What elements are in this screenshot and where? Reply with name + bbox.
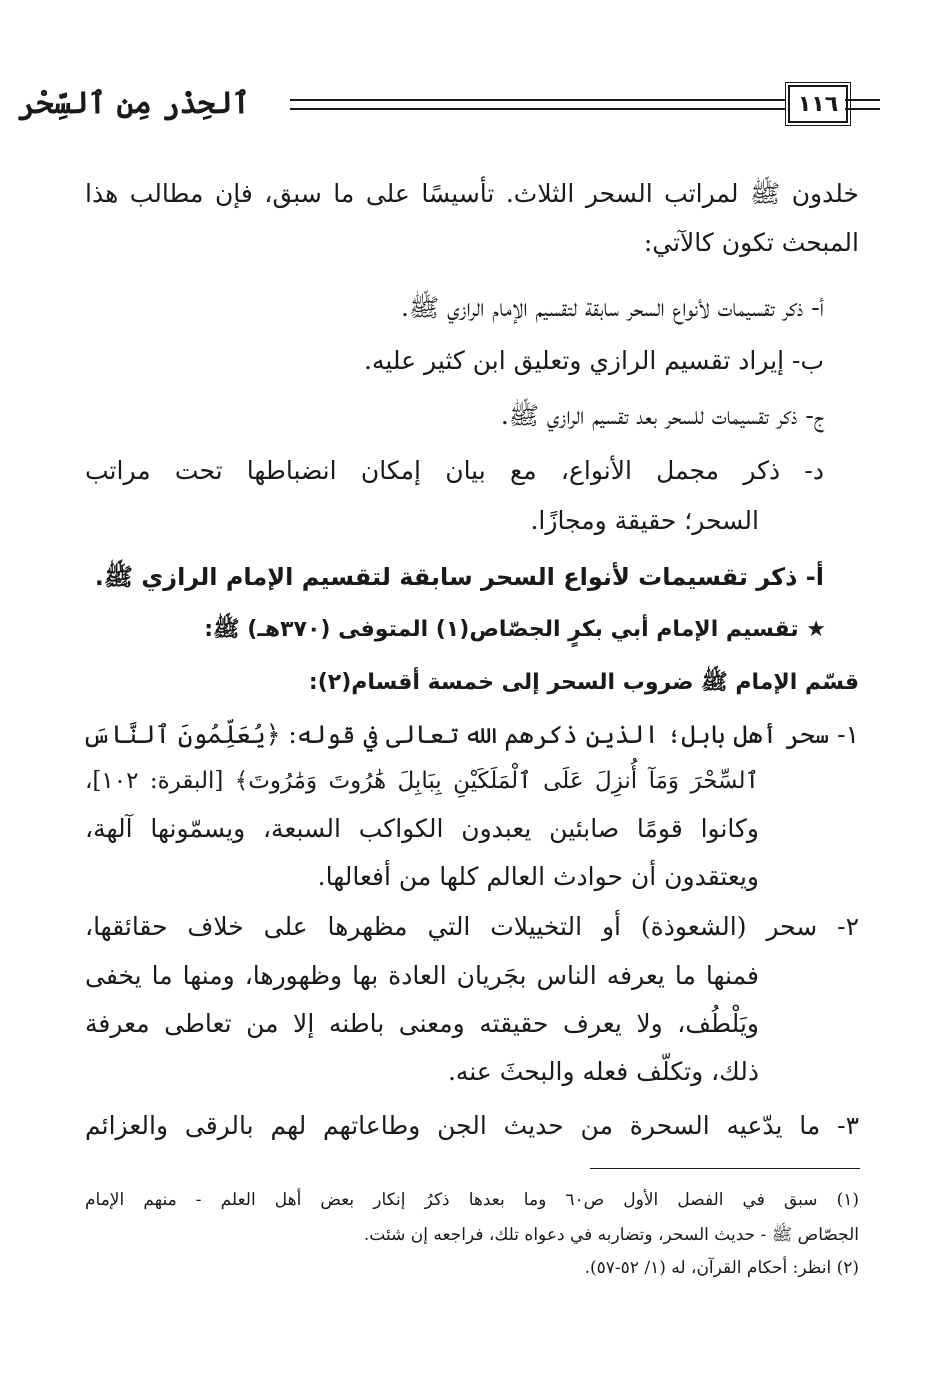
division-intro: قسّم الإمام ﷺ ضروب السحر إلى خمسة أقسام(٢): xyxy=(308,670,859,695)
section-heading: أ- ذكر تقسيمات لأنواع السحر سابقة لتقسيم الإمام الرازي ﷺ. xyxy=(94,563,824,591)
item-2-line-4: ذلك، وتكلّف فعله والبحثَ عنه. xyxy=(447,1057,759,1086)
outline-item-d-cont: السحر؛ حقيقة ومجازًا. xyxy=(530,506,759,535)
item-2-line-3: ويَلْطُف، ولا يعرف حقيقته ومعنى باطنه إلا من تعاطى معرفة xyxy=(85,1009,759,1038)
running-header xyxy=(18,80,860,130)
footnote-1-line-1: (١) سبق في الفصل الأول ص٦٠ وما بعدها ذكرُ إنكار بعض أهل العلم - منهم الإمام xyxy=(85,1190,859,1210)
outline-item-b: ب- إيراد تقسيم الرازي وتعليق ابن كثير عليه. xyxy=(364,346,824,375)
subheading: ★ تقسيم الإمام أبي بكرٍ الجصّاص(١) المتوفى (٣٧٠هـ) ﷺ: xyxy=(204,617,826,642)
intro-line-1: خلدون ﷺ لمراتب السحر الثلاث. تأسيسًا على ما سبق، فإن مطالب هذا xyxy=(85,179,859,208)
item-1-line-3: وكانوا قومًا صابئين يعبدون الكواكب السبعة، ويسمّونها آلهة، xyxy=(85,814,759,843)
book-title: ٱلحِذْر مِن ٱلسِّحْر xyxy=(18,86,250,121)
header-rule-left xyxy=(290,99,785,110)
header-rule-right xyxy=(845,99,880,110)
item-2-line-2: فمنها ما يعرفه الناس بجَريان العادة بها وظهورها، ومنها ما يخفى xyxy=(85,961,759,990)
item-1-line-1: ١- سحر أهل بابل؛ الذين ذكرهم الله تعالى في قوله: ﴿يُعَلِّمُونَ ٱلنَّاسَ xyxy=(82,720,859,749)
footnote-2: (٢) انظر: أحكام القرآن، له (١/ ٥٢-٥٧). xyxy=(584,1258,859,1278)
outline-item-c: ج- ذكر تقسيمات للسحر بعد تقسيم الرازي ﷺ. xyxy=(500,401,824,430)
item-3-line-1: ٣- ما يدّعيه السحرة من حديث الجن وطاعاتهم لهم بالرقى والعزائم xyxy=(85,1111,859,1140)
item-1-line-2: ٱلسِّحْرَ وَمَآ أُنزِلَ عَلَى ٱلْمَلَكَيْنِ بِبَابِلَ هَٰرُوتَ وَمَٰرُوتَ﴾ [البقرة: ١٠٢]، xyxy=(85,768,759,794)
intro-line-2: المبحث تكون كالآتي: xyxy=(643,228,859,257)
item-2-line-1: ٢- سحر (الشعوذة) أو التخييلات التي مظهرها على خلاف حقائقها، xyxy=(85,912,859,941)
footnote-separator xyxy=(590,1168,860,1169)
page-number: ١١٦ xyxy=(788,85,848,123)
item-1-line-4: ويعتقدون أن حوادث العالم كلها من أفعالها. xyxy=(317,862,759,891)
outline-item-d: د- ذكر مجمل الأنواع، مع بيان إمكان انضباطها تحت مراتب xyxy=(85,456,824,485)
footnote-1-line-2: الجصّاص ﷺ - حديث السحر، وتضاربه في دعواه تلك، فراجعه إن شئت. xyxy=(363,1225,859,1245)
outline-item-a: أ- ذكر تقسيمات لأنواع السحر سابقة لتقسيم الإمام الرازي ﷺ. xyxy=(401,293,824,322)
